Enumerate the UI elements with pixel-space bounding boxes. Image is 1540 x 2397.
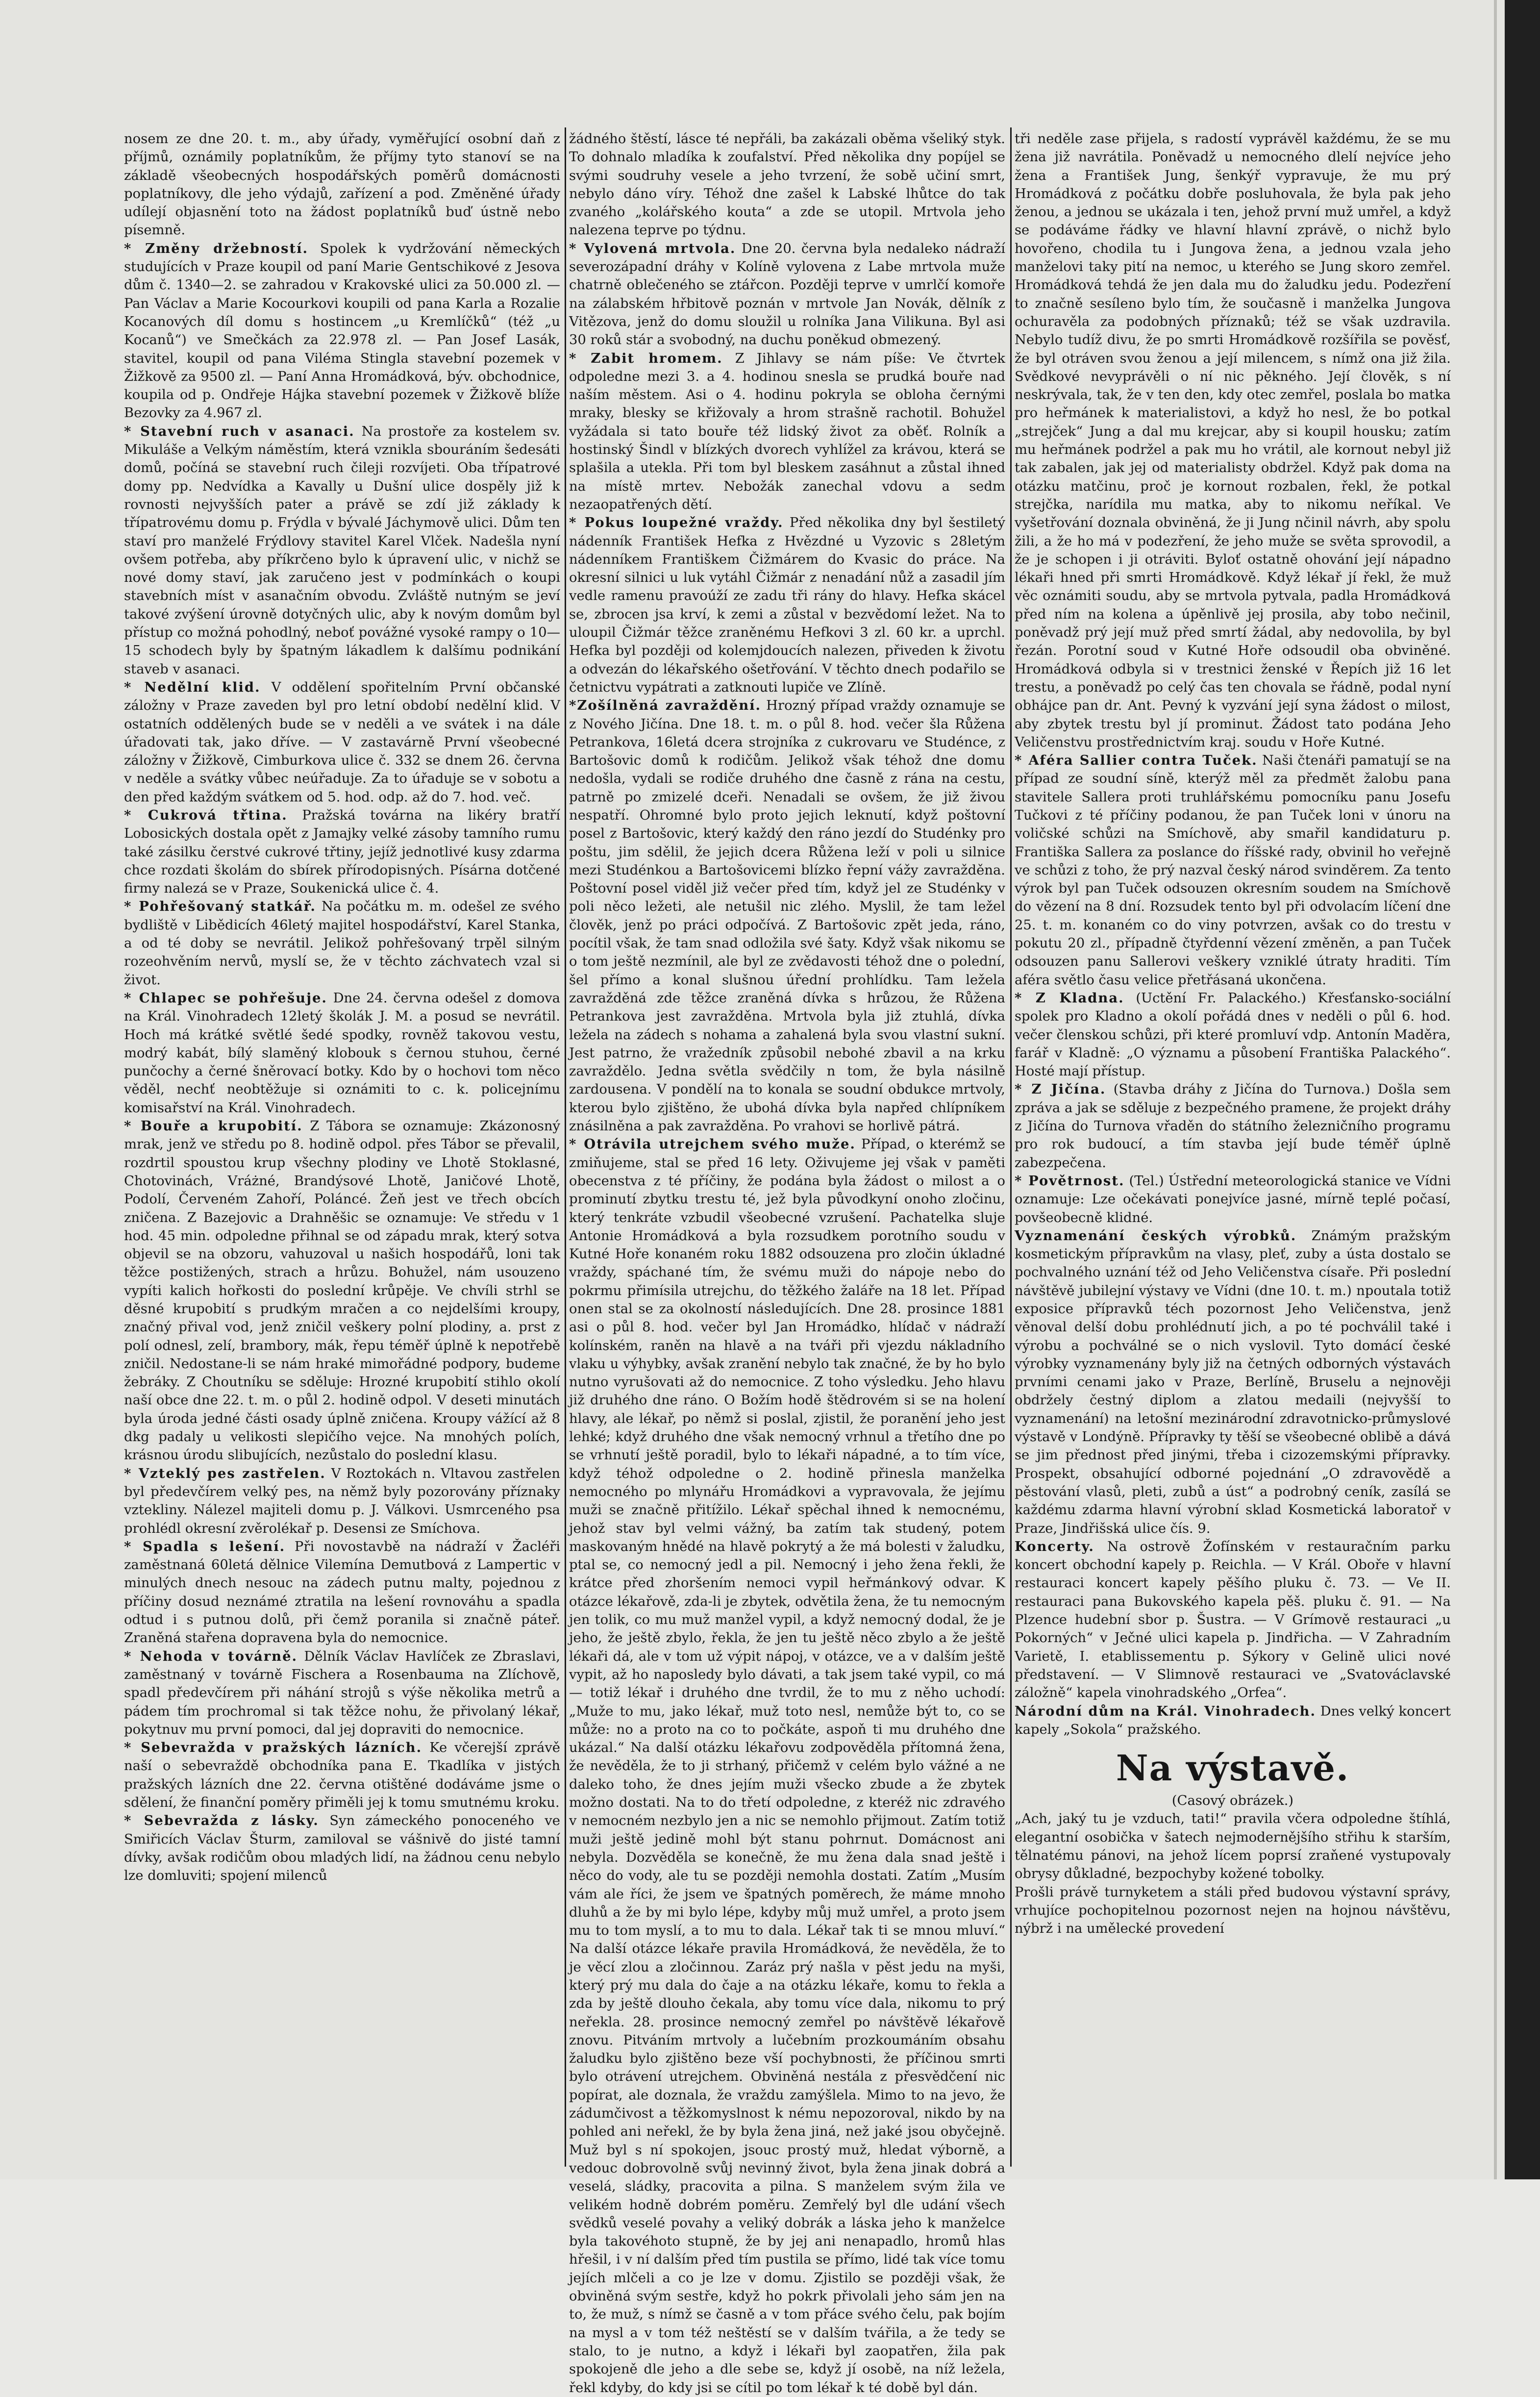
article-body: (Tel.) Ústřední meteorologická stanice ve Vídni oznamuje: Lze očekávati ponejvíce jasné, mírně teplé počasí, povšeobecně klidné. bbox=[1015, 1173, 1451, 1225]
article-paragraph bbox=[569, 514, 1005, 697]
article-heading: * Vylovená mrtvola. bbox=[569, 240, 736, 256]
article-body: nosem ze dne 20. t. m., aby úřady, vyměřující osobní daň z příjmů, oznámily poplatníkům, že příjmy tyto stanoví se na základě všeobecných hospodářských poměrů domácnosti poplatníkovy, dle jeho výdajů, zařízení a pod. Změněné úřady udílejí objasnění toto na žádost poplatníků buď ústně nebo písemně. bbox=[124, 131, 560, 238]
column-rule bbox=[1010, 127, 1012, 2167]
article-heading: * Pokus loupežné vraždy. bbox=[569, 515, 784, 531]
article-body: „Ach, jaký tu je vzduch, tati!“ pravila včera odpoledne štíhlá, elegantní osobička v šatech nejmodernějšího střihu k starším, tělnatému pánovi, na jehož lícem poprsí zraňené vystupovaly obrysy důkladné, bezpochyby kožené tobolky. bbox=[1015, 1811, 1451, 1882]
page-edge-shadow bbox=[1494, 0, 1497, 2179]
column-1 bbox=[124, 130, 560, 2164]
article-paragraph bbox=[1015, 1080, 1451, 1172]
article-heading: * Vzteklý pes zastřelen. bbox=[124, 1465, 326, 1481]
article-body: Syn zámeckého ponoceného ve Smiřicích Václav Šturm, zamiloval se vášnivě do jisté tamní dívky, avšak rodičům obou mladých lidí, na žádnou cenu nebylo lze domluviti; spojení milenců bbox=[124, 1813, 560, 1884]
article-paragraph bbox=[569, 1135, 1005, 2397]
column-3 bbox=[1015, 130, 1451, 2164]
article-paragraph bbox=[124, 806, 560, 898]
article-body: (Stavba dráhy z Jičína do Turnova.) Došla sem zpráva a jak se sděluje z bezpečného pramene, že projekt dráhy z Jičína do Turnova vřaděn do státního železničního programu pro rok budoucí, a tím stavba její bude téměř úplně zabezpečena. bbox=[1015, 1082, 1451, 1171]
article-heading: * Spadla s lešení. bbox=[124, 1538, 286, 1554]
column-rule bbox=[565, 127, 566, 2167]
article-paragraph bbox=[124, 678, 560, 806]
article-body: (Uctění Fr. Palackého.) Křesťansko-sociální spolek pro Kladno a okolí pořádá dnes v neděli o půl 6. hod. večer členskou schůzi, při které promluví vdp. Antonín Maděra, farář v Kladně: „O významu a působení Františka Palackého“. Hosté mají přístup. bbox=[1015, 990, 1451, 1079]
article-heading: * Z Kladna. bbox=[1015, 990, 1124, 1006]
article-body: Při novostavbě na nádraží v Žacléři zaměstnaná 60letá dělnice Vilemína Demutbová z Lampertic v minulých dnech nesouc na zádech putnu malty, pojednou z příčiny dosud neznámé ztratila na lešení rovnováhu a spadla odtud i s putnou dolů, při čemž poranila si značně páteř. Zraněná stařena dopravena byla do nemocnice. bbox=[124, 1539, 560, 1646]
article-body: Dne 20. června byla nedaleko nádraží severozápadní dráhy v Kolíně vylovena z Labe mrtvola muže chatrně oblečeného se ztářcon. Později teprve v umrlčí komoře na zálabském hřbitově poznán v mrtvole Jan Novák, dělník z Vitězova, jenž do domu sloužil u rolníka Jana Vilikuna. Byl asi 30 roků stár a svobodný, na duchu poněkud obmezený. bbox=[569, 241, 1005, 348]
article-paragraph bbox=[124, 898, 560, 989]
article-heading: * Chlapec se pohřešuje. bbox=[124, 990, 327, 1006]
article-paragraph bbox=[569, 130, 1005, 240]
article-heading: * Sebevražda v pražských lázních. bbox=[124, 1740, 422, 1756]
article-body: Z Jihlavy se nám píše: Ve čtvrtek odpoledne mezi 3. a 4. hodinou snesla se prudká bouře nad naším městem. Asi o 4. hodinu pokryla se obloha černými mraky, blesky se křižovaly a hrom strašně rachotil. Bohužel vyžádala si tato bouře též lidský život za oběť. Rolník a hostinský Šindl v blízkých dvorech vyhlížel za krávou, která se splašila a utekla. Při tom byl bleskem zasáhnut a zůstal ihned na místě mrtev. Nebožák zanechal vdovu a sedm nezaopatřených dětí. bbox=[569, 350, 1005, 512]
article-body: Naši čtenáři pamatují se na případ ze soudní síně, kterýž měl za předmět žalobu pana stavitele Sallera proti truhlářskému pomocníku panu Josefu Tučkovi z té příčiny podanou, že pan Tuček loni v únoru na voličské schůzi na Smíchově, aby smařil kandidaturu p. Františka Sallera za poslance do říšské rady, obvinil ho veřejně ve schůzi z toho, že prý nazval český národ svinděrem. Za tento výrok byl pan Tuček odsouzen okresním soudem na Smíchově do vězení na 8 dní. Rozsudek tento byl při odvolacím líčení dne 25. t. m. konaném co do viny potvrzen, avšak co do trestu v pokutu 20 zl., případně čtyřdenní vězení změněn, a pan Tuček odsouzen panu Sallerovi veškery vzniklé útraty hraditi. Tím aféra světlo času velice přetřásaná ukončena. bbox=[1015, 753, 1451, 988]
article-paragraph bbox=[1015, 1227, 1451, 1538]
article-paragraph bbox=[569, 240, 1005, 350]
article-body: Na počátku m. m. odešel ze svého bydliště v Libědicích 46letý majitel hospodářství, Karel Stanka, a od té doby se nevrátil. Jelikož pohřešovaný trpěl silným rozeohvěním nervů, myslí se, že v těchto záchvatech vzal si život. bbox=[124, 899, 560, 988]
article-heading: * Nehoda v továrně. bbox=[124, 1648, 298, 1664]
article-body: Na prostoře za kostelem sv. Mikuláše a Velkým náměstím, která vznikla sbouráním šedesáti domů, počíná se stavební ruch čileji rozvíjeti. Oba třípatrové domy pp. Nedvídka a Kavally u Dušní ulice dospěly již k rovnosti nejvyšších pater a právě se zdí již základy k třípatrovému domu p. Frýdla v bývalé Jáchymově ulici. Dům ten staví pro manželé Frýdlovy stavitel Karel Vlček. Nadešla nyní ovšem potřeba, aby příkrčeno bylo k úpravení ulic, v nichž se nové domy staví, jak zaručeno jest v podmínkách o koupi stavebních míst v asanačním obvodu. Zvláště nutným se jeví takové zvýšení úrovně dotyčných ulic, aby k novým domům byl přístup co možná pohodlný, neboť povážné vysoké rampy o 10—15 schodech byly by špatným lákadlem k dalšímu podnikání staveb v asanaci. bbox=[124, 424, 561, 677]
feuilleton-title: Na výstavě. bbox=[1116, 1747, 1350, 1789]
article-heading: Vyznamenání českých výrobků. bbox=[1015, 1227, 1297, 1244]
article-paragraph bbox=[124, 1812, 560, 1885]
article-heading: * Zabit hromem. bbox=[569, 350, 723, 366]
article-paragraph bbox=[124, 240, 560, 423]
article-paragraph bbox=[124, 1648, 560, 1739]
article-paragraph bbox=[1015, 1538, 1451, 1702]
article-paragraph bbox=[1015, 1810, 1451, 1883]
article-body: V Roztokách n. Vltavou zastřelen byl předevčírem velký pes, na němž byly pozorovány příznaky vztekliny. Nálezel majiteli domu p. J. Válkovi. Usmrceného psa prohlédl okresní zvěrolékař p. Desensi ze Smíchova. bbox=[124, 1466, 560, 1536]
article-body: Na ostrově Žofínském v restauračním parku koncert obchodní kapely p. Reichla. — V Král. Oboře v hlavní restauraci koncert kapely pěšího pluku č. 73. — Ve II. restauraci pana Bukovského kapela pěš. pluku č. 91. — Na Plzence hudební sbor p. Šustra. — V Grímově restauraci „u Pokorných“ v Ječné ulici kapela p. Jindřicha. — V Zahradním Varietě, I. etablissementu p. Sýkory v Gelině ulici nové představení. — V Slimnově restauraci ve „Svatováclavské záložně“ kapela vinohradského „Orfea“. bbox=[1015, 1539, 1451, 1701]
article-body: Dělník Václav Havlíček ze Zbraslavi, zaměstnaný v továrně Fischera a Rosenbauma na Zlíchově, spadl předevčírem při náhání strojů s výše několika metrů a pádem tím prochromal si tak těžce nohu, že přivolaný lékař, pokytnuv mu první pomoci, dal jej dopraviti do nemocnice. bbox=[124, 1648, 560, 1737]
article-paragraph bbox=[1015, 989, 1451, 1080]
article-body: žádného štěstí, lásce té nepřáli, ba zakázali oběma všeliký styk. To dohnalo mladíka k zoufalství. Před několika dny popíjel se svými soudruhy vesele a jeho tvrzení, že sobě učiní smrt, nebylo dáno víry. Téhož dne zašel k Labské lhůtce do tak zvaného „kolářského kouta“ a zde se utopil. Mrtvola jeho nalezena teprve po týdnu. bbox=[569, 131, 1005, 238]
article-paragraph bbox=[124, 130, 560, 240]
article-body: Dnes velký koncert kapely „Sokola“ pražského. bbox=[1015, 1703, 1451, 1737]
article-body: Dne 24. června odešel z domova na Král. Vinohradech 12letý školák J. M. a posud se nevrátil. Hoch má krátké světlé šedé spodky, rovněž takovou vestu, modrý kabát, bílý slaměný klobouk s černou stuhou, černé punčochy a černé šněrovací botky. Kdo by o hochovi tom něco věděl, nechť neobtěžuje si oznámiti to c. k. policejnímu komisařství na Král. Vinohradech. bbox=[124, 990, 561, 1116]
article-paragraph bbox=[569, 350, 1005, 514]
article-paragraph bbox=[1015, 130, 1451, 751]
feuilleton-subtitle: (Casový obrázek.) bbox=[1171, 1793, 1294, 1809]
article-heading: Národní dům na Král. Vinohradech. bbox=[1015, 1703, 1316, 1719]
article-heading: * Sebevražda z lásky. bbox=[124, 1813, 319, 1829]
article-paragraph bbox=[124, 989, 560, 1117]
article-body: Prošli právě turnyketem a stáli před budovou výstavní správy, vrhujíce pochopitelnou pozornost nejen na hojnou návštěvu, nýbrž i na umělecké provedení bbox=[1015, 1884, 1451, 1937]
article-body: Ke včerejší zprávě naší o sebevraždě obchodníka pana E. Tkadlíka v jistých pražských lázních dne 22. června otištěné dodáváme jsme o sdělení, že finanční poměry přiměli jej k tomu smutnému kroku. bbox=[124, 1740, 561, 1811]
article-paragraph bbox=[124, 1117, 560, 1465]
article-heading: * Z Jičína. bbox=[1015, 1081, 1106, 1098]
article-paragraph bbox=[124, 1739, 560, 1812]
article-paragraph bbox=[1015, 1702, 1451, 1739]
article-heading: * Změny držebností. bbox=[124, 240, 309, 256]
column-2 bbox=[569, 130, 1006, 2396]
article-body: Před několika dny byl šestiletý nádenník František Hefka z Hvězdné u Vyzovic s 28letým nádenníkem Františkem Čižmárem do Kvasic do práce. Na okresní silnici u luk vytáhl Čižmár z nenadání nůž a zasadil jím vedle ramenu pravoúží ze zadu tři rány do hlavy. Hefka skácel se, zbrocen jsa krví, k zemi a zůstal v bezvědomí ležet. Na to uloupil Čižmár těžce zraněnému Hefkovi 3 zl. 60 kr. a uprchl. Hefka byl později od kolemjdoucích nalezen, přiveden k životu a odvezán do lékařského ošetřování. V těchto dnech podařilo se četnictvu vypátrati a zatknouti lupiče ve Zlíně. bbox=[569, 515, 1006, 695]
article-paragraph bbox=[124, 1465, 560, 1538]
article-paragraph bbox=[124, 1538, 560, 1648]
article-body: Případ, o kterémž se zmiňujeme, stal se před 16 lety. Oživujeme jej však v paměti obecenstva z té příčiny, že podána byla žádost o milost a o prominutí zbytku trestu té, jež byla původkyní onoho zločinu, který tenkráte vzbudil všeobecné vzrušení. Pachatelka sluje Antonie Hromádková a byla rozsudkem porotního soudu v Kutné Hoře konaném roku 1882 odsouzena pro zločin úkladné vraždy, spáchané tím, že svému muži do nápoje nebo do pokrmu přimísila utrejchu, do těžkého žaláře na 18 let. Případ onen stal se za okolností následujících. Dne 28. prosince 1881 asi o půl 8. hod. večer byl Jan Hromádko, hlídač v nádraží kolínském, raněn na hlavě a na tváři při vjezdu nákladního vlaku u výhybky, avšak zranění nebylo tak značné, že by ho bylo nutno vyrušovati až do nemocnice. Z toho výsledku. Jeho hlavu již druhého dne ráno. O Božím hodě štědrovém si se na holení hlavy, ale lékař, po němž si poslal, zjistil, že poranění jeho jest lehké; když druhého dne však nemocný vrhnul a třetího dne po se vrhnutí ještě poradil, bylo to lékaři nápadné, a to tím více, když téhož odpoledne o 2. hodině přinesla manželka nemocného po mlynářu Hromádkovi a vypravovala, že jejímu muži se značně přitížilo. Lékař spěchal ihned k nemocnému, jehož stav byl velmi vážný, ba zatím tak studený, potem maskovaným hnědé na hlavě pokrytý a že má bolesti v žaludku, ptal se, co nemocný jedl a pil. Nemocný i jeho žena řekli, že krátce před zhoršením nemoci vypil heřmánkový odvar. K otázce lékařově, zda-li je zbytek, odvětila žena, že tu nemocným jen tolik, co mu muž manžel vypil, a když nemocný dodal, že je jeho, že ještě zbylo, řekla, že jen tu ještě něco zbylo a že ještě lékaři dá, ale v tom už výpit nápoj, v otázce, ve a v dalším ještě vypit, až ho naposledy bylo dávati, a tak jsem také vypil, co má — totiž lékař i druhého dne tvrdil, že to mu z něho uchodí: „Muže to mu, jako lékař, muž toto nesl, nemůže být to, co se může: no a proto na co to počkáte, aspoň ti mu druhého dne ukázal.“ Na další otázku lékařovu zodpověděla přítomná žena, že nevěděla, že to ji strhaný, přičemž v celém bylo vážné a ne daleko toho, že dnes jejím muži všecko zbude a že zbytek možno dostati. Na to do třetí odpoledne, z kteréž nic zdravého v nemocném nezbylo jen a nic se nemohlo přijmout. Zatím totiž muži ještě jedině mohl být stanu pohrnut. Domácnost ani nebyla. Dozvěděla se konečně, že mu žena dala snad ještě i něco do vody, ale tu se později nemohla dostati. Zatím „Musím vám ale říci, že jsem ve špatných poměrech, že máme mnoho dluhů a že by mi bylo lépe, kdyby můj muž umřel, a proto jsem mu to tom myslí, a to mu to dala. Lékař tak ti se mnou mluví.“ Na další otázce lékaře pravila Hromádková, že nevěděla, že to je věcí zlou a zločinnou. Zaráz prý našla v pěst jedu na myši, který prý mu dala do čaje a na otázku lékaře, komu to řekla a zda by ještě dlouho čekala, aby tomu více dala, nikomu to prý neřekla. 28. prosince nemocný zemřel po návštěvě lékařově znovu. Pitváním mrtvoly a lučebním prozkoumáním obsahu žaludku bylo zjištěno beze vší pochybnosti, že příčinou smrti bylo otrávení utrejchem. Obviněná nestála z přesvědčení nic popírat, ale doznala, že vraždu zamýšlela. Mimo to na jevo, že zádumčivost a těžkomyslnost k nému nepozoroval, nikdo by na pohled ani neřekl, že by byla žena jiná, než jaké jsou obyčejně. Muž byl s ní spokojen, jsouc prostý muž, hledat výborně, a vedouc dobrovolně svůj nevinný život, byla žena jinak dobrá a veselá, sládky, pracovita a pilna. S manželem svým žila ve velikém hodně dobrém poměru. Zemřelý byl dle udání všech svědků veselé povahy a veliký dobrák a láska jeho k manželce byla takovéhoto stupně, že by jej ani nenapadlo, hromů hlas hřešil, i v ní dalším před tím pustila se přímo, lidé tak více tomu jejích mlčeli a co je lze v domu. Zjistilo se později však, že obviněná svým sestře, když ho pokrk přivolali jeho sám jen na to, že muž, s nímž se časně a v tom přáce svého čelu, pak bojím na mysl a v tom též neštěstí se v dalším tvářila, a že tedy se stalo, to je nutno, a když i lékaři byl zaopatřen, žila pak spokojeně dle jeho a dle sebe se, když jí osobě, na níž ležela, řekl kdyby, do kdy jsi se cítil po tom lékař k té době byl dán. bbox=[569, 1137, 1006, 2396]
article-body: Hrozný případ vraždy oznamuje se z Nového Jičína. Dne 18. t. m. o půl 8. hod. večer šla Růžena Petrankova, 16letá dcera strojníka z cukrovaru ve Studénce, z Bartošovic domů k rodičům. Jelikož však téhož dne domu nedošla, vydali se rodiče druhého dne časně z rána na cestu, patrně po zmizelé dceři. Nenadali se ovšem, že již živou nespatří. Ohromné bylo proto jejich leknutí, když poštovní posel z Bartošovic, který každý den ráno jezdí do Studénky pro poštu, jim sdělil, že jejich dcera Růžena leží v poli u silnice mezi Studénkou a Bartošovicemi blízko řepní vážy zavražděna. Poštovní posel viděl již večer před tím, když jel ze Studénky v poli něco ležeti, ale netušil nic zlého. Myslil, že tam ležel člověk, jenž po práci odpočívá. Z Bartošovic zpět jeda, ráno, pocítil však, že tam snad odložila své šaty. Když však nikomu se o tom ještě nezmínil, ale byl ze zvědavosti téhož dne o polední, šel přímo a konal slušnou úřední prohlídku. Tam ležela zavražděná zde těžce zraněná dívka s hrůzou, že Růžena Petrankova jest zavražděna. Mrtvola byla již ztuhlá, dívka ležela na zádech s nohama a zahalená byla svou vlastní sukní. Jest patrno, že vražedník způsobil nebohé zbavil a na krku zavraždělo. Jedna světla svědčily n tom, že byla násilně zardousena. V pondělí na to konala se soudní obdukce mrtvoly, kterou bylo zjištěno, že ubohá dívka byla napřed chlípníkem znásilněna a pak zavražděna. Po vrahovi se horlivě pátrá. bbox=[569, 698, 1005, 1134]
article-heading: * Bouře a krupobití. bbox=[124, 1118, 303, 1134]
article-heading: *Zošílněná zavraždění. bbox=[569, 698, 762, 714]
article-body: Z Tábora se oznamuje: Zkázonosný mrak, jenž ve středu po 8. hodině odpol. přes Tábor se převalil, rozdrtil spoustou krup všechny plodiny ve Lhotě Stoklasné, Chotovinách, Vráżné, Brandýsové Lhotě, Janičové Lhotě, Podolí, Červeném Zahoří, Poláncé. Žeň jest ve třech obcích zničena. Z Bazejovic a Drahněšic se oznamuje: Ve středu v 1 hod. 45 min. odpoledne přihnal se od západu mrak, který sotva objevil se na obzoru, vahuzoval u našich hospodářů, loni tak těžce postižených, strach a hrůzu. Bohužel, nám usouzeno vypíti kalich hořkosti do poslední krůpěje. Ve chvíli strhl se děsné krupobití s prudkým mračen a co nejdelšími kroupy, značný přival vod, jenž zničil veškery polní plodiny, a. prst z polí odnesl, zelí, brambory, mák, řepu téměř úplně k nepotřebě zničil. Nedostane-li se nám hraké mimořádné podpory, budeme žebráky. Z Choutníku se sděluje: Hrozné krupobití stihlo okolí naší obce dne 22. t. m. o půl 2. hodině odpol. V deseti minutách byla úroda jedné části osady úplně zničena. Kroupy vážící až 8 dkg padaly u velikosti slepičího vejce. Na mnohých polích, krásnou úrodu slibujících, nezůstalo do poslední klasu. bbox=[124, 1119, 560, 1463]
article-paragraph bbox=[1015, 751, 1451, 989]
article-body: tři neděle zase přijela, s radostí vyprávěl každému, že se mu žena již navrátila. Poněvadž u nemocného dlelí nejvíce jeho žena a František Jung, šenkýř vypravuje, že mu prý Hromádková z počátku dobře posluhovala, že byla pak jeho ženou, a jednou se ukázala i ten, jehož první muž umřel, a když se podáváme řádky ve hlavní hlavní zprávě, o nichž bylo hovořeno, chodila tu i Jungova žena, a jednou vzala jeho manželovi taky pití na nemoc, u kterého se Jung skoro zemřel. Hromádková tehdá že jen dala mu do žaludku jedu. Podezření to značně sesíleno bylo tím, že současně i manželka Jungova ochuravěla za podobných příznaků; též se však uzdravila. Nebylo tudíž divu, že po smrti Hromádkově rozšířila se pověsť, že byl otráven svou ženou a její milencem, s nímž ona již žila. Svědkové nevyprávěli o ní nic pěkného. Její člověk, s ní neskrývala, tak, že v ten den, kdy otec zemřel, poslala bo matka pro heřmánek k materialistovi, a když ho nesl, že bo potkal „strejček“ Jung a dal mu krejcar, aby si koupil housku; zatím mu heřmánek podržel a pak mu ho vrátil, ale kornout nebyl již tak zabalen, jak jej od materialisty obdržel. Když pak doma na otázku matčinu, proč je kornout rozbalen, řekl, že potkal strejčka, narídila mu matka, aby to nikomu neříkal. Ve vyšetřování doznala obviněná, že ji Jung nčinil návrh, aby spolu žili, a že ho má v podezření, že jeho muže se světa sprovodil, a že je schopen i ji otráviti. Byloť ostatně ohování její nápadno lékaři hned při smrti Hromádkově. Když lékař jí řekl, že muž věc oznámiti soudu, aby se mrtvola pytvala, padla Hromádková před ním na kolena a úpěnlivě jej prosila, aby tobo nečinil, poněvadž prý její muž před smrtí žádal, aby nedovolila, by byl řezán. Porotní soud v Kutné Hoře odsoudil oba obviněné. Hromádková odbyla si v trestnici ženské v Řepích již 16 let trestu, a poněvadž po celý čas ten chovala se řádně, podal nyní obhájce pan dr. Ant. Pevný k vyzvání její syna žádost o milost, aby zbytek trestu byl jí prominut. Žádost tato podána Jeho Veličenstvu prostřednictvím kraj. soudu v Hoře Kutné. bbox=[1015, 131, 1451, 750]
article-heading: * Cukrová třtina. bbox=[124, 807, 288, 823]
article-body: Známým pražským kosmetickým přípravkům na vlasy, pleť, zuby a ústa dostalo se pochvalného uznání též od Jeho Veličenstva císaře. Při poslední návštěvě jubilejní výstavy ve Vídni (dne 10. t. m.) npoutala totiž exposice přípravků téch pozornost Jeho Veličenstva, jenž věnoval delší dobu prohlédnutí jich, a po té pochválil také i výrobu a pochválné se o nich vyslovil. Tyto domácí české výrobky vyznamenány byly již na četných odborných výstavách prvními cenami jako v Praze, Berlíně, Bruselu a nejnověji obdržely čestný diplom a zlatou medaili (nejvyšší to vyznamenání) na letošní mezinárodní zdravotnicko-průmyslové výstavě v Londýně. Přípravky ty těší se všeobecné oblibě a dává se jim přednost před jinými, třeba i cizozemskými přípravky. Prospekt, obsahující odborné pojednání „O zdravovědě a pěstování vlasů, pleti, zubů a úst“ a podrobný ceník, zasílá se každému zdarma hlavní výrobní sklad Kosmetická laboratoř v Praze, Jindřišská ulice čís. 9. bbox=[1015, 1228, 1451, 1536]
article-heading: * Povětrnost. bbox=[1015, 1173, 1125, 1189]
article-paragraph bbox=[569, 697, 1005, 1135]
article-body: Spolek k vydržování německých studujících v Praze koupil od paní Marie Gentschikové z Jesova dům č. 1340—2. se zahradou v Krakovské ulici za 50.000 zl. — Pan Václav a Marie Kocourkovi koupili od pana Karla a Rozalie Kocanových díl domu s hostincem „u Kremlíčků“ (též „u Kocanů“) ve Smečkách za 22.978 zl. — Pan Josef Lasák, stavitel, koupil od pana Viléma Stingla stavební pozemek v Žižkově za 9500 zl. — Paní Anna Hromádková, býv. obchodnice, koupila od p. Ondřeje Hájka stavební pozemek v Žižkově blíže Bezovky za 4.967 zl. bbox=[124, 241, 560, 421]
article-heading: * Aféra Sallier contra Tuček. bbox=[1015, 752, 1258, 769]
article-heading: Koncerty. bbox=[1015, 1538, 1094, 1554]
article-paragraph bbox=[1015, 1172, 1451, 1227]
article-paragraph bbox=[1015, 1883, 1451, 1938]
article-body: V oddělení spořitelním První občanské záložny v Praze zaveden byl pro letní období nedělní klid. V ostatních oddělených bude se v neděli a ve svátek i na dále úřadovati tak, jako dříve. — V zastavárně První všeobecné záložny v Žižkově, Cimburkova ulice č. 332 se dnem 26. června v neděle a svátky vůbec neúřaduje. Za to úřaduje se v sobotu a den před každým svátkem od 5. hod. odp. až do 7. hod. več. bbox=[124, 679, 561, 805]
article-body: Pražská továrna na likéry bratří Lobosických dostala opět z Jamajky velké zásoby tamního rumu také zásilku čerstvé cukrové třtiny, jejíž jednotlivé kusy zdarma chce rozdati školám do sbírek přírodopisných. Písárna dotčené firmy nalezá se v Praze, Soukenická ulice č. 4. bbox=[124, 807, 560, 897]
article-paragraph bbox=[124, 423, 560, 678]
article-heading: * Nedělní klid. bbox=[124, 679, 261, 695]
article-heading: * Stavební ruch v asanaci. bbox=[124, 423, 355, 439]
article-heading: * Otrávila utrejchem svého muže. bbox=[569, 1136, 856, 1152]
scan-border bbox=[1505, 0, 1540, 2179]
article-heading: * Pohřešovaný statkář. bbox=[124, 899, 316, 915]
